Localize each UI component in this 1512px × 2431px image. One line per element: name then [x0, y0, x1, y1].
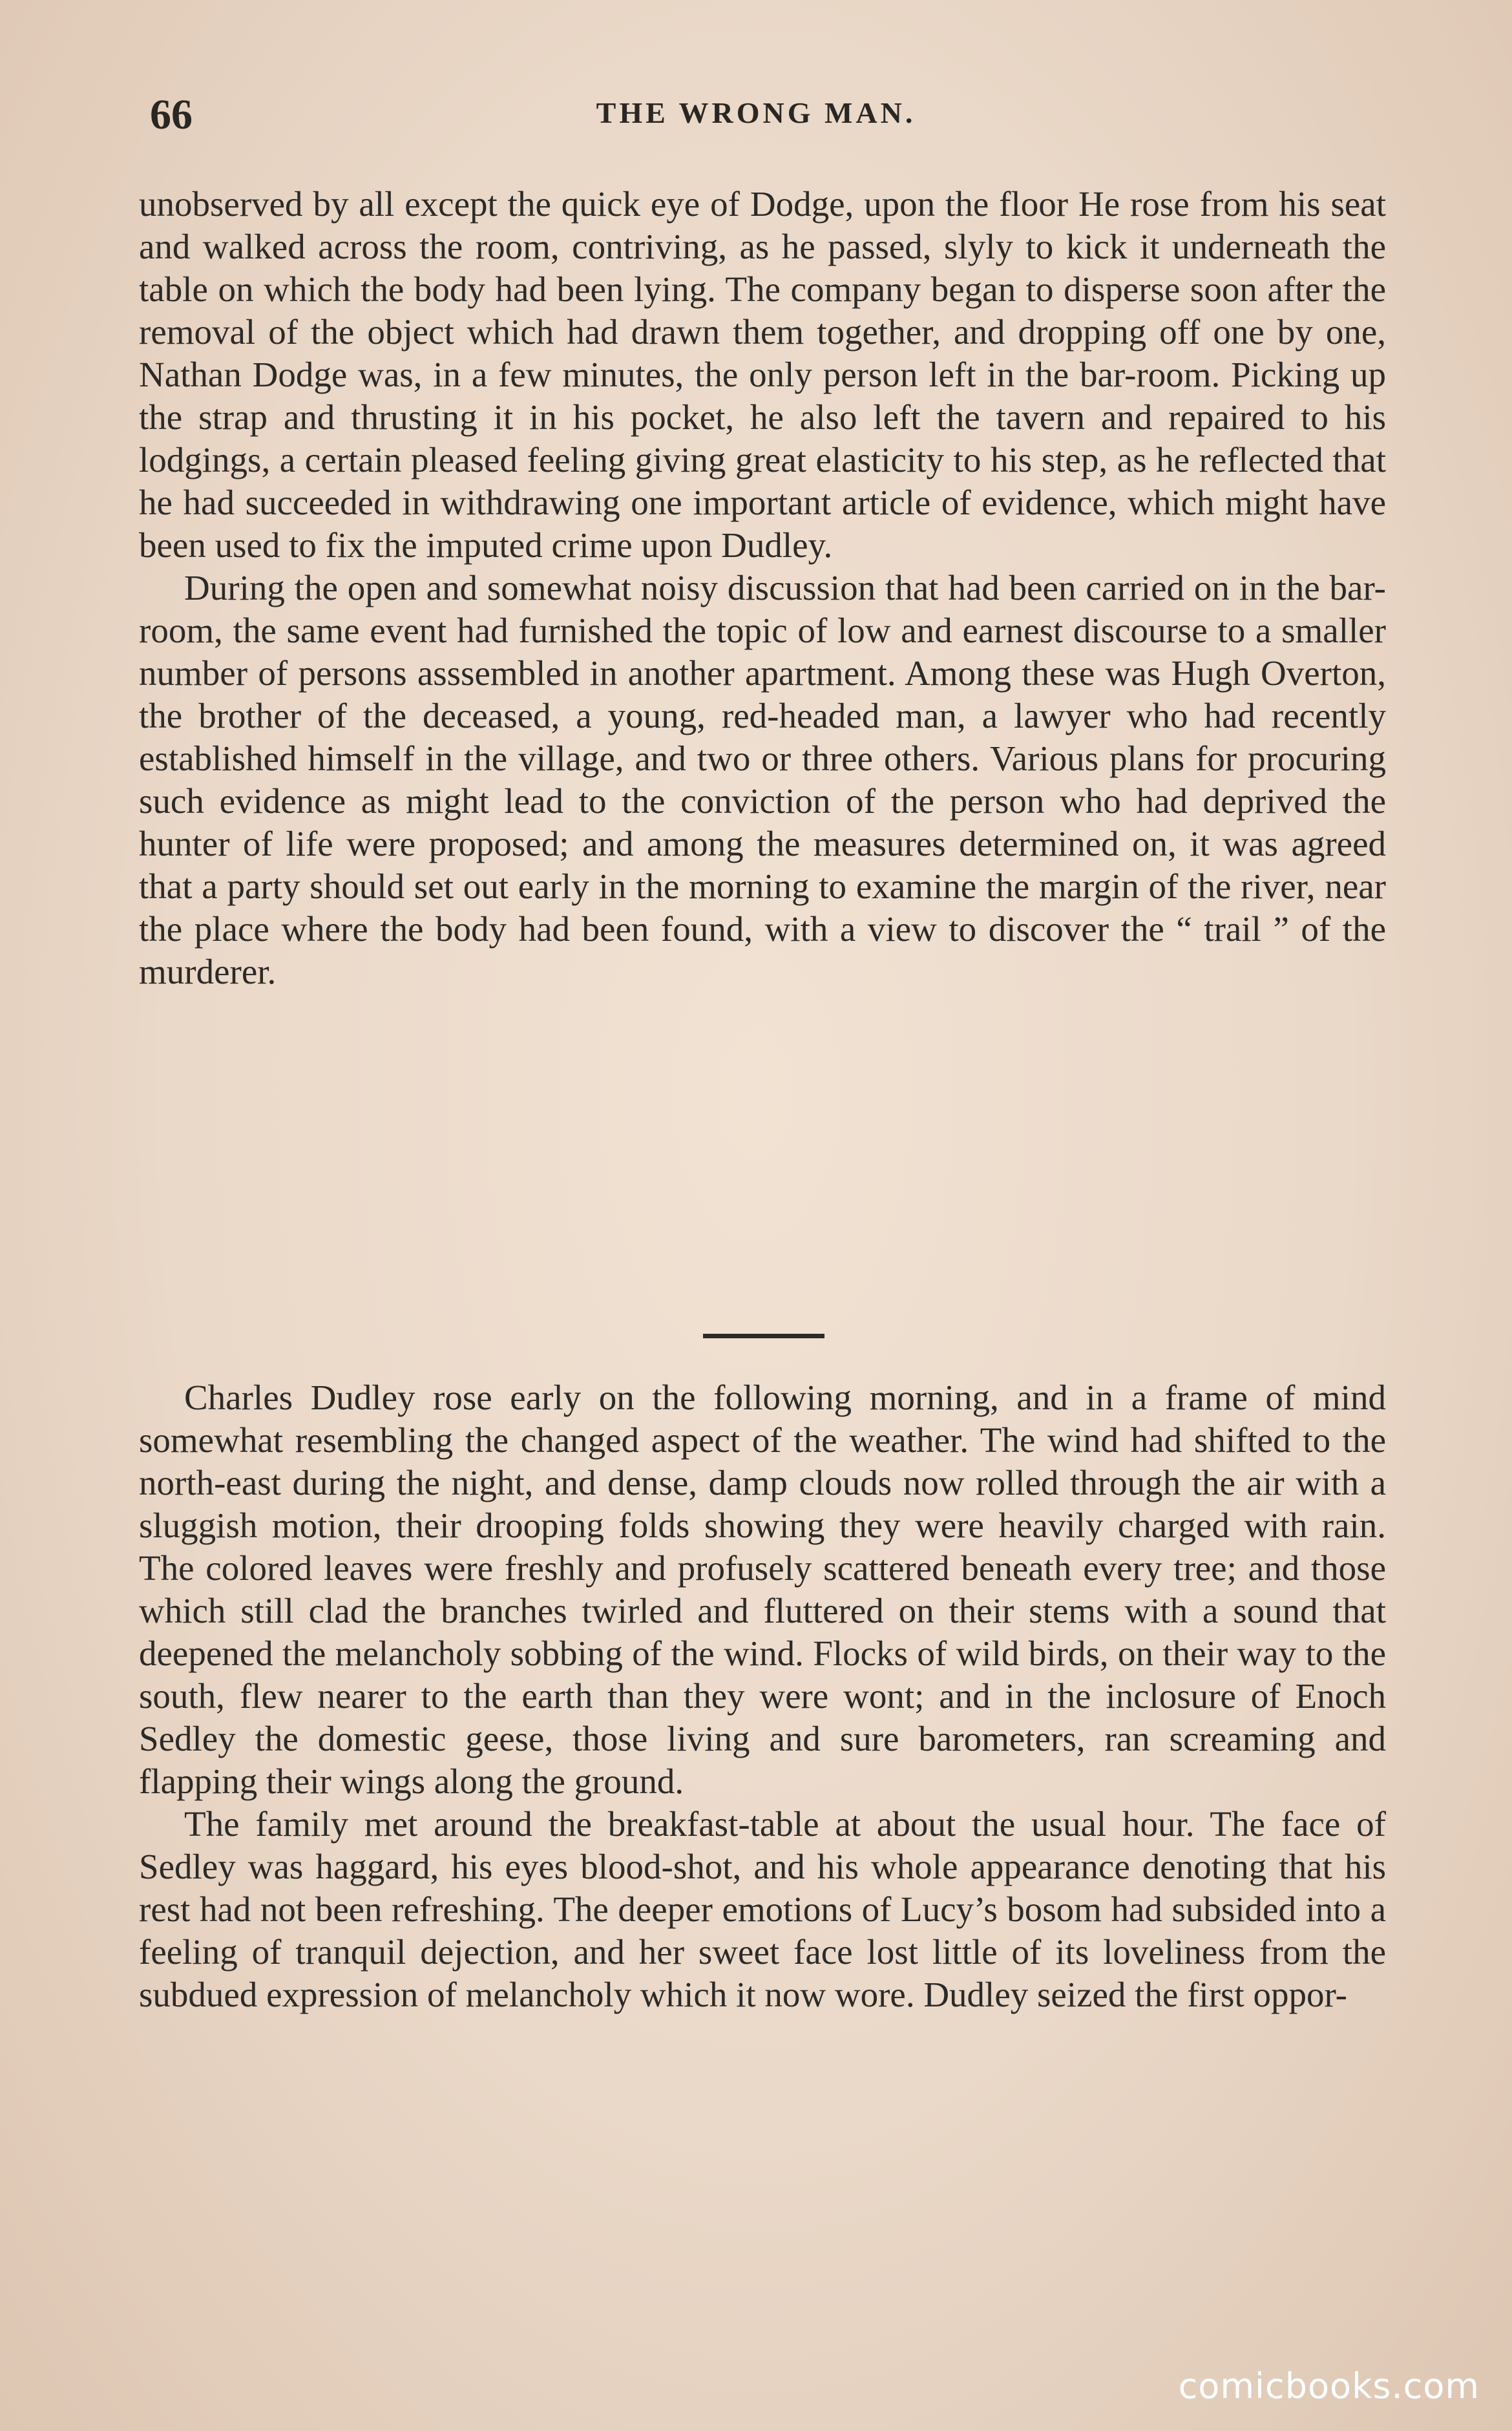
page-number: 66 — [150, 91, 193, 138]
section-divider — [703, 1334, 824, 1338]
section-1-text — [139, 183, 1386, 993]
paragraph: Charles Dudley rose early on the following morning, and in a frame of mind somewhat resembling the changed aspect of the weather. The wind had shifted to the north-east during the night, and dense, damp clouds now rolled through the air with a sluggish motion, their drooping folds showing they were heavily charged with rain. The colored leaves were freshly and profusely scattered beneath every tree; and those which still clad the branches twirled and fluttered on their stems with a sound that deepened the melancholy sobbing of the wind. Flocks of wild birds, on their way to the south, flew nearer to the earth than they were wont; and in the inclosure of Enoch Sedley the domestic geese, those living and sure barometers, ran screaming and flapping their wings along the ground. — [139, 1378, 1386, 1801]
paragraph: During the open and somewhat noisy discussion that had been carried on in the bar-room, the same event had furnished the topic of low and earnest discourse to a smaller number of persons asssembled in another apartment. Among these was Hugh Overton, the brother of the deceased, a young, red-headed man, a lawyer who had recently established himself in the village, and two or three others. Various plans for procuring such evidence as might lead to the conviction of the person who had deprived the hunter of life were proposed; and among the measures determined on, it was agreed that a party should set out early in the morning to examine the margin of the river, near the place where the body had been found, with a view to discover the “ trail ” of the murderer. — [139, 568, 1386, 991]
paragraph: unobserved by all except the quick eye of Dodge, upon the floor He rose from his seat and walked across the room, contriving, as he passed, slyly to kick it underneath the table on which the body had been lying. The company began to disperse soon after the removal of the object which had drawn them together, and dropping off one by one, Nathan Dodge was, in a few minutes, the only person left in the bar-room. Picking up the strap and thrusting it in his pocket, he also left the tavern and repaired to his lodgings, a certain pleased feeling giving great elasticity to his step, as he reflected that he had succeeded in withdrawing one important article of evidence, which might have been used to fix the imputed crime upon Dudley. — [139, 184, 1386, 565]
section-2-text — [139, 1376, 1386, 2016]
running-head: THE WRONG MAN. — [596, 96, 916, 129]
watermark: comicbooks.com — [1178, 2366, 1480, 2406]
paragraph: The family met around the breakfast-table at about the usual hour. The face of Sedley was haggard, his eyes blood-shot, and his whole appearance denoting that his rest had not been refreshing. The deeper emotions of Lucy’s bosom had subsided into a feeling of tranquil dejection, and her sweet face lost little of its loveliness from the subdued expression of melancholy which it now wore. Dudley seized the first oppor- — [139, 1804, 1386, 2014]
page-header — [0, 90, 1512, 142]
